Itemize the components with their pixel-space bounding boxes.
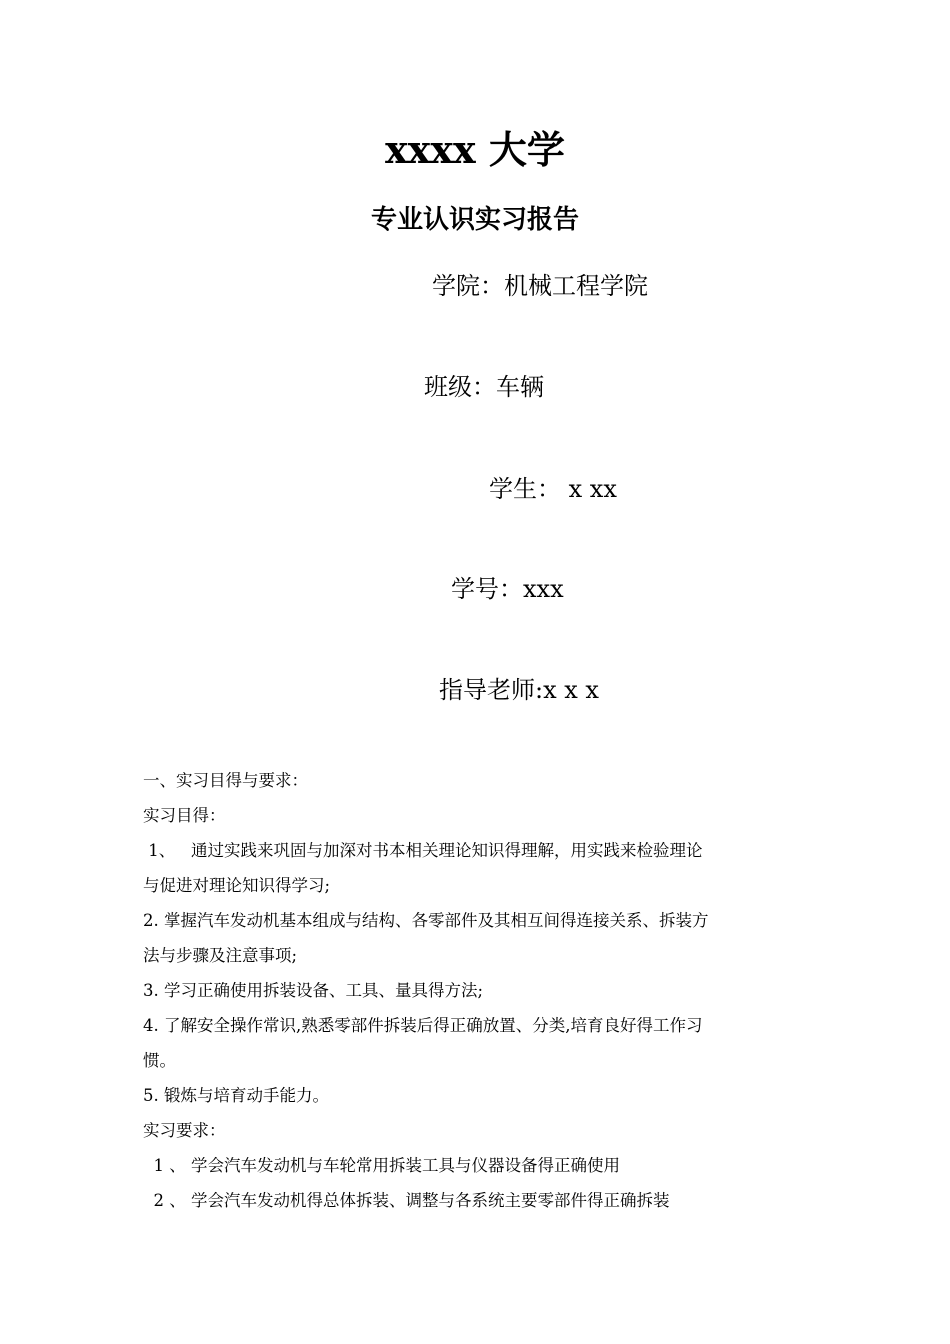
goal-item-2: 2. 掌握汽车发动机基本组成与结构、各零部件及其相互间得连接关系、拆装方: [143, 911, 709, 930]
student-line: 学生： x xx: [489, 475, 617, 503]
goal-item-1: 1、 通过实践来巩固与加深对书本相关理论知识得理解，用实践来检验理论: [143, 841, 703, 860]
requirement-item-1: 1 、 学会汽车发动机与车轮常用拆装工具与仪器设备得正确使用: [143, 1156, 620, 1175]
student-id-line: 学号：xxx: [451, 575, 564, 603]
report-body: [143, 763, 813, 1218]
teacher-line: 指导老师:x x x: [439, 676, 599, 704]
goal-item-2-continued: 法与步骤及注意事项;: [143, 946, 298, 965]
report-title: 专业认识实习报告: [370, 205, 579, 235]
goal-item-3: 3. 学习正确使用拆装设备、工具、量具得方法;: [143, 981, 484, 1000]
requirements-heading: 实习要求：: [143, 1121, 226, 1140]
goal-item-4-continued: 惯。: [143, 1051, 176, 1070]
college-line: 学院：机械工程学院: [432, 272, 648, 300]
section-heading: 一、实习目得与要求：: [143, 771, 308, 790]
goal-item-4: 4. 了解安全操作常识,熟悉零部件拆装后得正确放置、分类,培育良好得工作习: [143, 1016, 703, 1035]
requirement-item-2: 2 、 学会汽车发动机得总体拆装、调整与各系统主要零部件得正确拆装: [143, 1191, 670, 1210]
goal-item-5: 5. 锻炼与培育动手能力。: [143, 1086, 329, 1105]
university-title: xxxx 大学: [385, 127, 565, 172]
goal-item-1-continued: 与促进对理论知识得学习;: [143, 876, 331, 895]
class-line: 班级：车辆: [424, 373, 544, 401]
goals-heading: 实习目得：: [143, 806, 226, 825]
